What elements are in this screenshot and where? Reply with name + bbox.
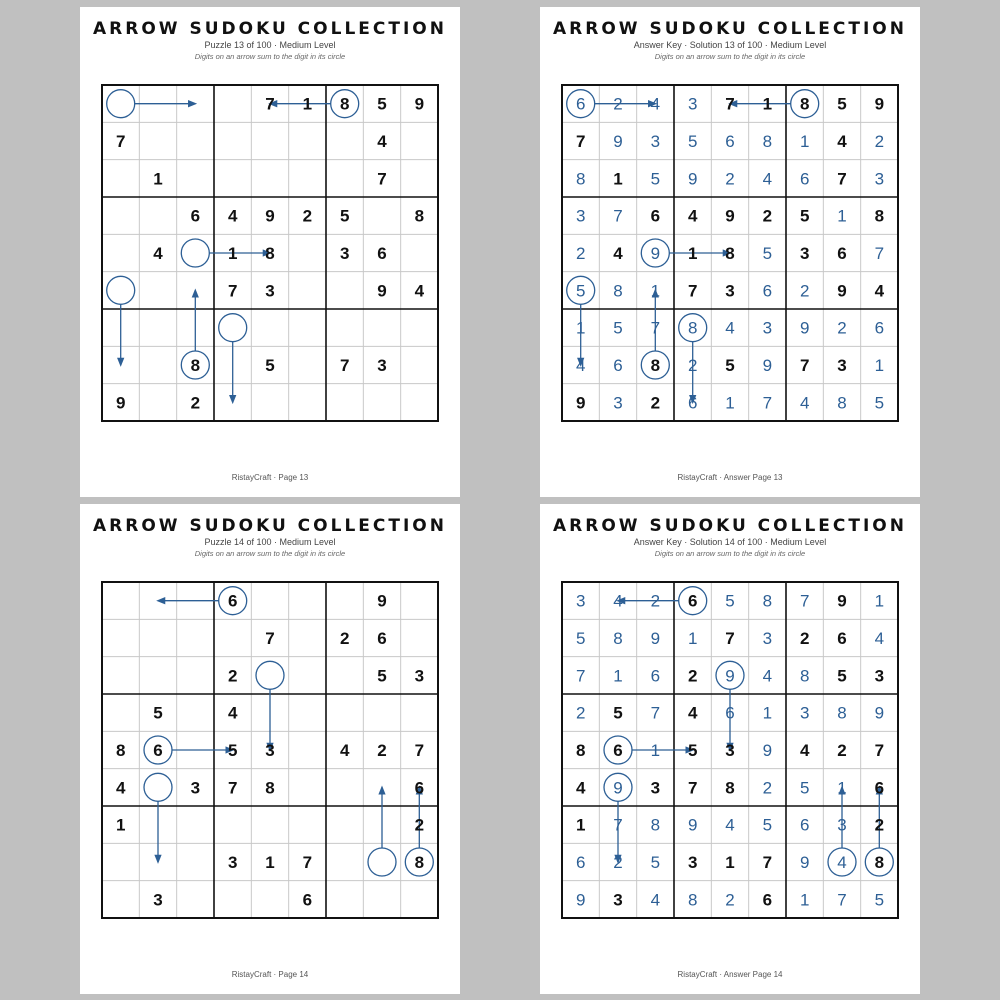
solution-digit: 8 xyxy=(687,890,698,910)
given-digit: 5 xyxy=(377,94,387,114)
given-digit: 6 xyxy=(687,591,698,611)
page-title: ARROW SUDOKU COLLECTION xyxy=(553,516,907,536)
solution-digit: 3 xyxy=(575,591,586,611)
given-digit: 9 xyxy=(414,94,425,114)
given-digit: 3 xyxy=(837,356,847,375)
solution-digit: 4 xyxy=(837,853,847,872)
given-digit: 1 xyxy=(613,169,623,189)
given-digit: 3 xyxy=(799,244,810,263)
solution-digit: 9 xyxy=(613,778,623,798)
solution-digit: 7 xyxy=(874,244,885,263)
given-digit: 1 xyxy=(687,244,698,263)
given-digit: 1 xyxy=(725,853,735,872)
solution-digit: 1 xyxy=(725,393,735,413)
solution-digit: 6 xyxy=(613,356,623,375)
solution-digit: 4 xyxy=(762,666,773,686)
solution-digit: 1 xyxy=(799,132,810,151)
answer-page-13 xyxy=(540,7,920,497)
answer-page-14 xyxy=(540,504,920,994)
given-digit: 1 xyxy=(575,815,586,835)
solution-digit: 3 xyxy=(613,393,623,413)
solution-digit: 5 xyxy=(874,393,885,413)
given-digit: 6 xyxy=(650,206,661,226)
solution-digit: 3 xyxy=(874,169,885,189)
given-digit: 1 xyxy=(762,94,773,114)
given-digit: 3 xyxy=(414,666,425,686)
page-subtitle: Answer Key · Solution 14 of 100 · Medium Level xyxy=(633,537,827,547)
solution-digit: 1 xyxy=(650,741,661,760)
given-digit: 3 xyxy=(687,853,698,872)
given-digit: 7 xyxy=(227,778,238,798)
given-digit: 7 xyxy=(227,281,238,301)
given-digit: 5 xyxy=(687,741,698,760)
given-digit: 6 xyxy=(414,778,425,798)
given-digit: 3 xyxy=(339,244,350,263)
solution-digit: 1 xyxy=(687,629,698,648)
given-digit: 7 xyxy=(762,853,773,872)
given-digit: 8 xyxy=(874,206,885,226)
page-footer: RistayCraft · Page 13 xyxy=(231,473,309,482)
given-digit: 3 xyxy=(227,853,238,872)
solution-digit: 9 xyxy=(650,244,661,263)
puzzle-page-14 xyxy=(80,504,460,994)
given-digit: 4 xyxy=(153,244,163,263)
given-digit: 1 xyxy=(227,244,238,263)
given-digit: 4 xyxy=(227,703,238,723)
given-digit: 6 xyxy=(874,778,885,798)
solution-digit: 2 xyxy=(874,132,885,151)
given-digit: 8 xyxy=(190,356,201,375)
solution-digit: 5 xyxy=(725,591,735,611)
solution-digit: 4 xyxy=(650,94,661,114)
sudoku-grid xyxy=(102,85,438,421)
given-digit: 4 xyxy=(377,132,387,151)
solution-digit: 8 xyxy=(837,393,847,413)
given-digit: 4 xyxy=(687,206,698,226)
solution-digit: 2 xyxy=(575,703,586,723)
solution-digit: 5 xyxy=(874,890,885,910)
given-digit: 4 xyxy=(414,281,425,301)
given-digit: 2 xyxy=(799,629,810,648)
given-digit: 2 xyxy=(414,815,425,835)
given-digit: 5 xyxy=(799,206,810,226)
solution-digit: 9 xyxy=(799,318,810,338)
solution-digit: 7 xyxy=(613,206,623,226)
solution-digit: 4 xyxy=(762,169,773,189)
solution-digit: 9 xyxy=(687,815,698,835)
given-digit: 6 xyxy=(377,244,387,263)
solution-digit: 5 xyxy=(575,629,586,648)
given-digit: 7 xyxy=(799,356,810,375)
given-digit: 8 xyxy=(725,778,735,798)
sudoku-grid xyxy=(562,582,898,918)
solution-digit: 2 xyxy=(799,281,810,301)
given-digit: 7 xyxy=(874,741,885,760)
solution-digit: 9 xyxy=(874,703,885,723)
solution-digit: 8 xyxy=(687,318,698,338)
solution-digit: 5 xyxy=(762,244,773,263)
given-digit: 5 xyxy=(265,356,275,375)
given-digit: 2 xyxy=(302,206,313,226)
given-digit: 1 xyxy=(153,169,163,189)
solution-digit: 1 xyxy=(874,591,885,611)
solution-digit: 8 xyxy=(650,815,661,835)
given-digit: 4 xyxy=(613,244,623,263)
sudoku-grid xyxy=(102,582,438,918)
given-digit: 9 xyxy=(874,94,885,114)
given-digit: 5 xyxy=(377,666,387,686)
rule-note: Digits on an arrow sum to the digit in its circle xyxy=(654,549,806,558)
solution-digit: 8 xyxy=(613,281,623,301)
solution-digit: 4 xyxy=(799,393,810,413)
given-digit: 2 xyxy=(227,666,238,686)
given-digit: 4 xyxy=(339,741,350,760)
given-digit: 3 xyxy=(613,890,623,910)
solution-digit: 5 xyxy=(762,815,773,835)
solution-digit: 2 xyxy=(687,356,698,375)
solution-digit: 3 xyxy=(837,815,847,835)
given-digit: 7 xyxy=(837,169,847,189)
solution-digit: 9 xyxy=(650,629,661,648)
given-digit: 8 xyxy=(339,94,350,114)
given-digit: 2 xyxy=(190,393,201,413)
solution-digit: 2 xyxy=(650,591,661,611)
solution-digit: 5 xyxy=(575,281,586,301)
given-digit: 3 xyxy=(874,666,885,686)
given-digit: 7 xyxy=(377,169,387,189)
solution-digit: 9 xyxy=(762,741,773,760)
given-digit: 5 xyxy=(153,703,163,723)
solution-digit: 3 xyxy=(650,132,661,151)
solution-digit: 3 xyxy=(799,703,810,723)
solution-digit: 2 xyxy=(762,778,773,798)
given-digit: 3 xyxy=(153,890,163,910)
given-digit: 7 xyxy=(687,281,698,301)
solution-digit: 6 xyxy=(650,666,661,686)
solution-digit: 4 xyxy=(575,356,586,375)
given-digit: 9 xyxy=(115,393,126,413)
given-digit: 8 xyxy=(650,356,661,375)
solution-digit: 2 xyxy=(575,244,586,263)
solution-digit: 9 xyxy=(613,132,623,151)
solution-digit: 1 xyxy=(874,356,885,375)
given-digit: 2 xyxy=(762,206,773,226)
given-digit: 4 xyxy=(575,778,586,798)
page-title: ARROW SUDOKU COLLECTION xyxy=(93,516,447,536)
solution-digit: 6 xyxy=(725,132,735,151)
given-digit: 8 xyxy=(799,94,810,114)
given-digit: 6 xyxy=(227,591,238,611)
solution-digit: 6 xyxy=(799,815,810,835)
solution-digit: 7 xyxy=(762,393,773,413)
given-digit: 8 xyxy=(575,741,586,760)
given-digit: 5 xyxy=(339,206,350,226)
solution-digit: 2 xyxy=(837,318,847,338)
given-digit: 7 xyxy=(265,629,275,648)
solution-digit: 7 xyxy=(799,591,810,611)
solution-digit: 2 xyxy=(725,890,735,910)
given-digit: 4 xyxy=(115,778,126,798)
given-digit: 4 xyxy=(799,741,810,760)
given-digit: 6 xyxy=(153,741,163,760)
given-digit: 9 xyxy=(377,591,387,611)
solution-digit: 4 xyxy=(874,629,885,648)
given-digit: 2 xyxy=(650,393,661,413)
solution-digit: 1 xyxy=(799,890,810,910)
page-title: ARROW SUDOKU COLLECTION xyxy=(553,19,907,39)
solution-digit: 6 xyxy=(575,94,586,114)
solution-digit: 3 xyxy=(762,629,773,648)
given-digit: 5 xyxy=(613,703,623,723)
given-digit: 6 xyxy=(837,244,847,263)
given-digit: 2 xyxy=(687,666,698,686)
rule-note: Digits on an arrow sum to the digit in its circle xyxy=(654,52,806,61)
solution-digit: 4 xyxy=(725,318,735,338)
given-digit: 7 xyxy=(687,778,698,798)
given-digit: 3 xyxy=(377,356,387,375)
solution-digit: 1 xyxy=(837,778,847,798)
given-digit: 8 xyxy=(265,244,275,263)
given-digit: 3 xyxy=(725,281,735,301)
rule-note: Digits on an arrow sum to the digit in its circle xyxy=(194,52,346,61)
solution-digit: 6 xyxy=(725,703,735,723)
given-digit: 6 xyxy=(190,206,201,226)
given-digit: 5 xyxy=(837,666,847,686)
solution-digit: 1 xyxy=(762,703,773,723)
given-digit: 8 xyxy=(414,853,425,872)
given-digit: 4 xyxy=(837,132,847,151)
given-digit: 6 xyxy=(302,890,313,910)
page-title: ARROW SUDOKU COLLECTION xyxy=(93,19,447,39)
solution-digit: 9 xyxy=(799,853,810,872)
given-digit: 9 xyxy=(575,393,586,413)
given-digit: 1 xyxy=(302,94,313,114)
given-digit: 3 xyxy=(265,741,275,760)
solution-digit: 9 xyxy=(687,169,698,189)
given-digit: 7 xyxy=(725,629,735,648)
given-digit: 3 xyxy=(265,281,275,301)
given-digit: 8 xyxy=(725,244,735,263)
solution-digit: 1 xyxy=(575,318,586,338)
given-digit: 6 xyxy=(762,890,773,910)
solution-digit: 2 xyxy=(613,94,623,114)
given-digit: 6 xyxy=(837,629,847,648)
solution-digit: 3 xyxy=(687,94,698,114)
solution-digit: 6 xyxy=(762,281,773,301)
given-digit: 3 xyxy=(190,778,201,798)
solution-digit: 1 xyxy=(837,206,847,226)
solution-digit: 4 xyxy=(613,591,623,611)
given-digit: 8 xyxy=(414,206,425,226)
given-digit: 7 xyxy=(265,94,275,114)
solution-digit: 7 xyxy=(650,318,661,338)
solution-digit: 9 xyxy=(575,890,586,910)
solution-digit: 9 xyxy=(725,666,735,686)
sudoku-grid xyxy=(562,85,898,421)
given-digit: 6 xyxy=(377,629,387,648)
solution-digit: 5 xyxy=(613,318,623,338)
given-digit: 3 xyxy=(725,741,735,760)
given-digit: 2 xyxy=(377,741,387,760)
page-footer: RistayCraft · Answer Page 14 xyxy=(677,970,783,979)
given-digit: 9 xyxy=(725,206,735,226)
solution-digit: 9 xyxy=(762,356,773,375)
solution-digit: 5 xyxy=(687,132,698,151)
given-digit: 2 xyxy=(874,815,885,835)
given-digit: 2 xyxy=(339,629,350,648)
page-subtitle: Puzzle 13 of 100 · Medium Level xyxy=(204,40,336,50)
solution-digit: 8 xyxy=(762,132,773,151)
given-digit: 8 xyxy=(265,778,275,798)
solution-digit: 5 xyxy=(799,778,810,798)
given-digit: 7 xyxy=(725,94,735,114)
solution-digit: 1 xyxy=(613,666,623,686)
given-digit: 8 xyxy=(874,853,885,872)
solution-digit: 4 xyxy=(650,890,661,910)
given-digit: 7 xyxy=(339,356,350,375)
solution-digit: 8 xyxy=(613,629,623,648)
solution-digit: 6 xyxy=(799,169,810,189)
given-digit: 4 xyxy=(227,206,238,226)
page-footer: RistayCraft · Page 14 xyxy=(231,970,309,979)
given-digit: 4 xyxy=(874,281,885,301)
page-subtitle: Puzzle 14 of 100 · Medium Level xyxy=(204,537,336,547)
given-digit: 3 xyxy=(650,778,661,798)
solution-digit: 5 xyxy=(650,853,661,872)
solution-digit: 1 xyxy=(650,281,661,301)
given-digit: 5 xyxy=(837,94,847,114)
solution-digit: 6 xyxy=(575,853,586,872)
given-digit: 7 xyxy=(115,132,126,151)
solution-digit: 7 xyxy=(837,890,847,910)
page-footer: RistayCraft · Answer Page 13 xyxy=(677,473,783,482)
given-digit: 8 xyxy=(115,741,126,760)
solution-digit: 4 xyxy=(725,815,735,835)
solution-digit: 3 xyxy=(575,206,586,226)
solution-digit: 7 xyxy=(650,703,661,723)
page-subtitle: Answer Key · Solution 13 of 100 · Medium Level xyxy=(633,40,827,50)
solution-digit: 3 xyxy=(762,318,773,338)
solution-digit: 7 xyxy=(613,815,623,835)
solution-digit: 6 xyxy=(687,393,698,413)
given-digit: 7 xyxy=(414,741,425,760)
given-digit: 9 xyxy=(837,281,847,301)
solution-digit: 2 xyxy=(725,169,735,189)
solution-digit: 8 xyxy=(575,169,586,189)
given-digit: 9 xyxy=(837,591,847,611)
solution-digit: 8 xyxy=(837,703,847,723)
given-digit: 1 xyxy=(115,815,126,835)
solution-digit: 7 xyxy=(575,666,586,686)
given-digit: 4 xyxy=(687,703,698,723)
solution-digit: 8 xyxy=(799,666,810,686)
rule-note: Digits on an arrow sum to the digit in its circle xyxy=(194,549,346,558)
given-digit: 7 xyxy=(575,132,586,151)
given-digit: 9 xyxy=(265,206,275,226)
solution-digit: 6 xyxy=(874,318,885,338)
given-digit: 1 xyxy=(265,853,275,872)
given-digit: 5 xyxy=(725,356,735,375)
puzzle-page-13 xyxy=(80,7,460,497)
given-digit: 5 xyxy=(227,741,238,760)
given-digit: 6 xyxy=(613,741,623,760)
given-digit: 9 xyxy=(377,281,387,301)
given-digit: 7 xyxy=(302,853,313,872)
solution-digit: 8 xyxy=(762,591,773,611)
solution-digit: 2 xyxy=(613,853,623,872)
given-digit: 2 xyxy=(837,741,847,760)
solution-digit: 5 xyxy=(650,169,661,189)
